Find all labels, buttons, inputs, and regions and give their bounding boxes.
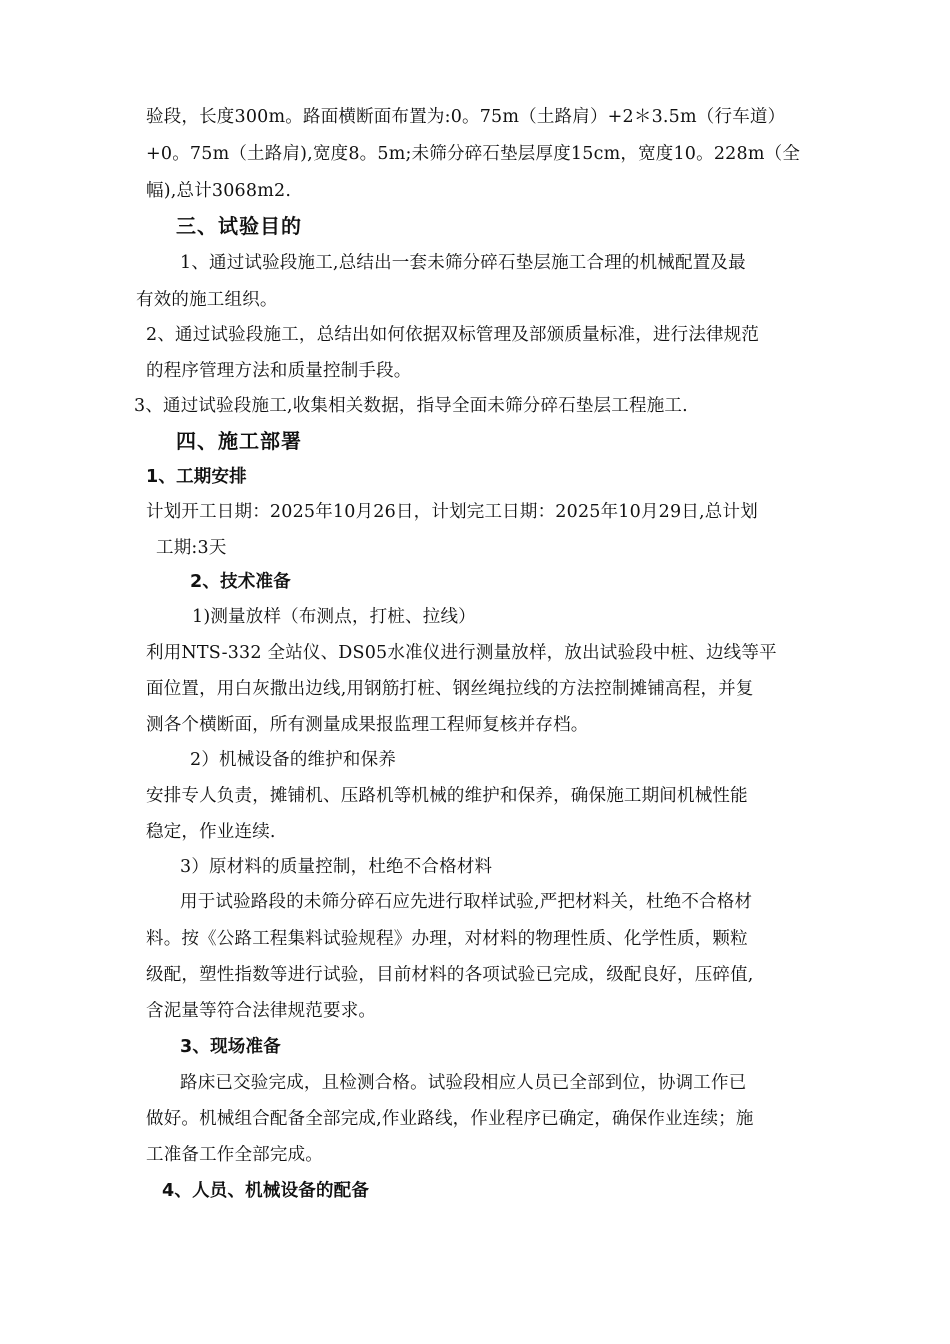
section3-item1-line1: 1、通过试验段施工,总结出一套未筛分碎石垫层施工合理的机械配置及最 xyxy=(180,253,746,273)
sub1-line-2: 工期:3天 xyxy=(156,538,227,558)
intro-line-3: 幅),总计3068m2. xyxy=(146,181,292,201)
sub3-line-1: 路床已交验完成，且检测合格。试验段相应人员已全部到位，协调工作已 xyxy=(180,1073,747,1093)
section4-heading: 四、施工部署 xyxy=(176,429,302,453)
sub3-line-2: 做好。机械组合配备全部完成,作业路线，作业程序已确定，确保作业连续；施 xyxy=(146,1109,754,1129)
section3-heading: 三、试验目的 xyxy=(176,214,302,238)
sub2-p1-line-2: 面位置，用白灰撒出边线,用钢筋打桩、钢丝绳拉线的方法控制摊铺高程，并复 xyxy=(146,679,754,699)
sub2-p2-line-1: 安排专人负责，摊铺机、压路机等机械的维护和保养，确保施工期间机械性能 xyxy=(146,786,748,806)
sub2-p3-line-3: 级配，塑性指数等进行试验，目前材料的各项试验已完成，级配良好，压碎值, xyxy=(146,965,754,985)
sub2-p3-line-1: 用于试验路段的未筛分碎石应先进行取样试验,严把材料关，杜绝不合格材 xyxy=(180,892,753,912)
sub3-heading: 3、现场准备 xyxy=(180,1037,281,1057)
sub2-p2-line-2: 稳定，作业连续. xyxy=(146,822,276,842)
sub2-p3-line-2: 料。按《公路工程集料试验规程》办理，对材料的物理性质、化学性质，颗粒 xyxy=(146,929,748,949)
sub2-p1-line-3: 测各个横断面，所有测量成果报监理工程师复核并存档。 xyxy=(146,715,589,735)
sub2-p2-title: 2）机械设备的维护和保养 xyxy=(190,750,397,770)
intro-line-2: +0。75m（土路肩),宽度8。5m;未筛分碎石垫层厚度15cm，宽度10。228m（全 xyxy=(146,144,801,164)
sub2-p1-title: 1)测量放样（布测点，打桩、拉线） xyxy=(192,607,476,627)
sub3-line-3: 工准备工作全部完成。 xyxy=(146,1145,323,1165)
section3-item3: 3、通过试验段施工,收集相关数据，指导全面未筛分碎石垫层工程施工. xyxy=(134,396,688,416)
sub1-line-1: 计划开工日期：2025年10月26日，计划完工日期：2025年10月29日,总计划 xyxy=(146,502,758,522)
intro-line-1: 验段，长度300m。路面横断面布置为:0。75m（土路肩）+2＊3.5m（行车道） xyxy=(146,107,786,127)
sub2-heading: 2、技术准备 xyxy=(190,572,291,592)
sub2-p3-title: 3）原材料的质量控制，杜绝不合格材料 xyxy=(180,857,493,877)
sub4-heading: 4、人员、机械设备的配备 xyxy=(162,1181,370,1201)
section3-item1-line2: 有效的施工组织。 xyxy=(136,290,278,310)
section3-item2-line2: 的程序管理方法和质量控制手段。 xyxy=(146,361,412,381)
sub2-p3-line-4: 含泥量等符合法律规范要求。 xyxy=(146,1001,377,1021)
sub2-p1-line-1: 利用NTS-332 全站仪、DS05水准仪进行测量放样，放出试验段中桩、边线等平 xyxy=(146,643,777,663)
sub1-heading: 1、工期安排 xyxy=(146,467,247,487)
section3-item2-line1: 2、通过试验段施工，总结出如何依据双标管理及部颁质量标准，进行法律规范 xyxy=(146,325,760,345)
